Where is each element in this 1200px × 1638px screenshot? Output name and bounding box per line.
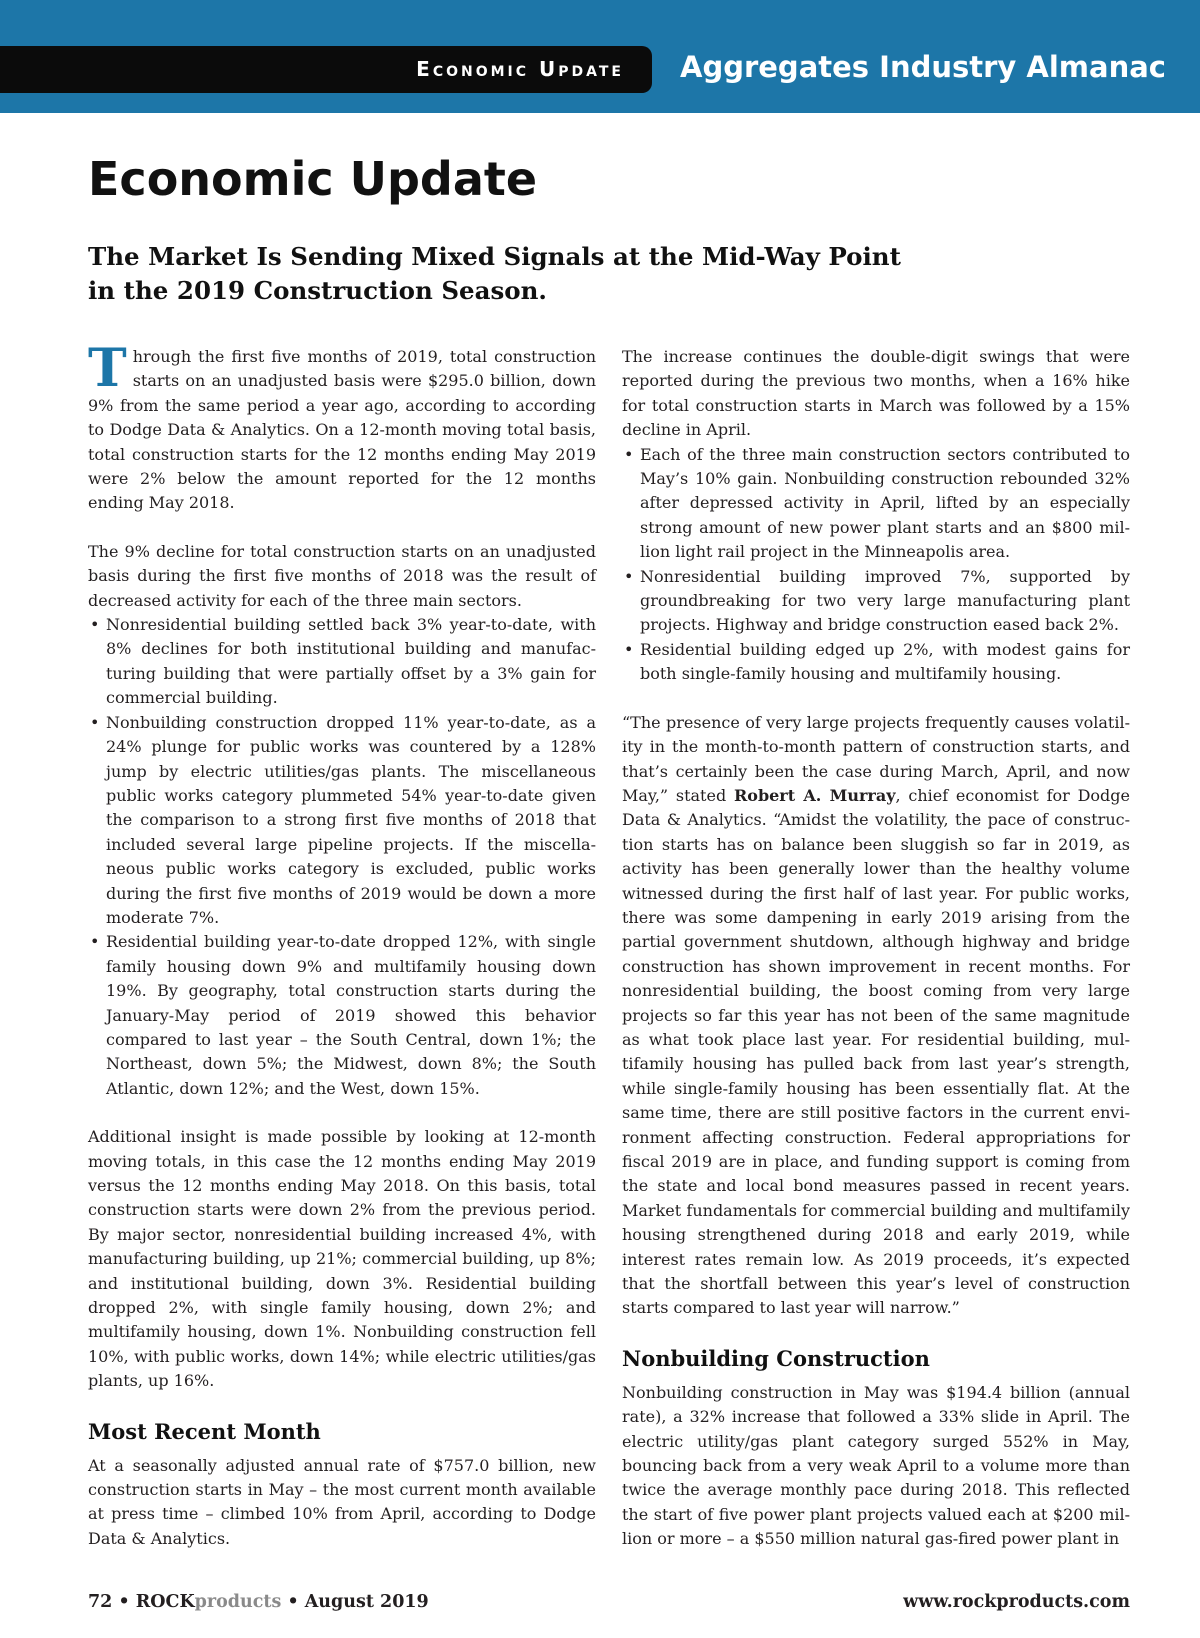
- website-link[interactable]: www.rockproducts.com: [903, 1592, 1130, 1612]
- brand-rock: ROCK: [135, 1592, 195, 1612]
- footer-separator: •: [287, 1592, 299, 1612]
- moving-totals-paragraph: Additional insight is made possible by looking at 12-month moving totals, in this case the 12 months ending May 2019 versus the 12 months ending May 2018. On this basis, total construction starts were down 2% from the previous period. By major sector, nonresidential building increased 4%, with manufacturing building, up 21%; commercial building, up 8%; and institutional building, down 3%. Residential building dropped 2%, with single family housing, down 2%; and multifamily housing, down 1%. Nonbuilding construction fell 10%, with public works, down 14%; while electric utilities/gas plants, up 16%.: [88, 1127, 596, 1391]
- brand-products: products: [194, 1592, 282, 1612]
- quote-part-b: , chief economist for Dodge Data & Analytics. “Amidst the volatility, the pace of construction starts has on balance been sluggish so far in 2019, as activity has been generally lower than the healthy volume witnessed during the first half of last year. For public works, there was some dampening in early 2019 arising from the partial government shutdown, although highway and bridge construction has shown improvement in recent months. For nonresidential building, the boost coming from very large projects so far this year has not been of the same magnitude as what took place last year. For residential building, multifamily housing has pulled back from last year’s strength, while single-family housing has been essentially flat. At the same time, there are still positive factors in the current environment affecting construction. Federal appropriations for fiscal 2019 are in place, and funding support is coming from the state and local bond measures passed in recent years. Market fundamentals for commercial building and multifamily housing strengthened during 2018 and early 2019, while interest rates remain low. As 2019 proceeds, it’s expected that the shortfall between this year’s level of construction starts compared to last year will narrow.”: [622, 785, 1130, 1318]
- quote-part-a: “The presence of very large projects frequently causes volatility in the month-to-month pattern of construction starts, and that’s certainly been the case during March, April, and now May,” stated: [622, 712, 1130, 805]
- right-column: [622, 345, 1130, 1576]
- list-item: • Each of the three main construction sectors contributed to May’s 10% gain. Nonbuilding construction rebounded 32% after depressed activity in April, lifted by an especially strong amount of new power plant starts and an $800 million light rail project in the Minneapolis area.: [622, 443, 1130, 565]
- may-gain-bullet-list: [622, 443, 1130, 687]
- footer-separator: •: [118, 1592, 130, 1612]
- drop-cap: T: [88, 338, 127, 399]
- quote-speaker-name: Robert A. Murray: [733, 785, 896, 805]
- magazine-brand: [136, 1592, 282, 1612]
- section-tab: [0, 46, 652, 93]
- publication-title: Aggregates Industry Almanac: [680, 50, 1166, 84]
- section-label: Economic Update: [416, 57, 624, 81]
- sector-decline-paragraph: The 9% decline for total construction starts on an unadjusted basis during the first five months of 2018 was the result of decreased activity for each of the three main sectors.: [88, 541, 596, 610]
- list-item: • Residential building year-to-date dropped 12%, with single family housing down 9% and multifamily housing down 19%. By geography, total construction starts during the January-May period of 2019 showed this behavior compared to last year – the South Central, down 1%; the Northeast, down 5%; the Midwest, down 8%; the South Atlantic, down 12%; and the West, down 15%.: [88, 930, 596, 1101]
- murray-quote-paragraph: [622, 711, 1130, 1321]
- heading-nonbuilding-construction: Nonbuilding Construction: [622, 1345, 930, 1371]
- list-item: • Nonbuilding construction dropped 11% year-to-date, as a 24% plunge for public works was countered by a 128% jump by electric utilities/gas plants. The miscellaneous public works category plummeted 54% year-to-date given the comparison to a strong first five months of 2018 that included several large pipeline projects. If the miscellaneous public works category is excluded, public works during the first five months of 2019 would be down a more moderate 7%.: [88, 711, 596, 931]
- page-title: Economic Update: [88, 152, 538, 206]
- footer-page-info: [88, 1592, 429, 1612]
- heading-most-recent-month: Most Recent Month: [88, 1418, 321, 1444]
- recent-month-paragraph: At a seasonally adjusted annual rate of $757.0 billion, new construction starts in May – the most current month available at press time – climbed 10% from April, according to Dodge Data & Analytics.: [88, 1455, 596, 1548]
- list-item: • Residential building edged up 2%, with modest gains for both single-family housing and multifamily housing.: [622, 638, 1130, 687]
- list-item: • Nonresidential building settled back 3% year-to-date, with 8% declines for both institutional building and manufacturing building that were partially offset by a 3% gain for commercial building.: [88, 613, 596, 711]
- header-banner: [0, 0, 1200, 113]
- swings-paragraph: The increase continues the double-digit swings that were reported during the previous two months, when a 16% hike for total construction starts in March was followed by a 15% decline in April.: [622, 347, 1130, 440]
- intro-paragraph: [88, 338, 596, 516]
- nonbuilding-paragraph: Nonbuilding construction in May was $194.4 billion (annual rate), a 32% increase that followed a 33% slide in April. The electric utility/gas plant category surged 552% in May, bouncing back from a very weak April to a volume more than twice the average monthly pace during 2018. This reflected the start of five power plant projects valued each at $200 million or more – a $550 million natural gas-fired power plant in: [622, 1382, 1130, 1549]
- intro-text: hrough the first five months of 2019, total construction starts on an unadjusted basis were $295.0 billion, down 9% from the same period a year ago, according to according to Dodge Data & Analytics. On a 12-month moving total basis, total construction starts for the 12 months ending May 2019 were 2% below the amount reported for the 12 months ending May 2018.: [88, 347, 596, 513]
- issue-date: August 2019: [304, 1592, 429, 1612]
- sector-bullet-list: [88, 613, 596, 1101]
- article-subtitle: The Market Is Sending Mixed Signals at the Mid-Way Point in the 2019 Construction Season.: [88, 242, 901, 305]
- left-column: [88, 338, 596, 1575]
- page-number: 72: [88, 1592, 113, 1612]
- list-item: • Nonresidential building improved 7%, supported by groundbreaking for two very large manufacturing plant projects. Highway and bridge construction eased back 2%.: [622, 565, 1130, 638]
